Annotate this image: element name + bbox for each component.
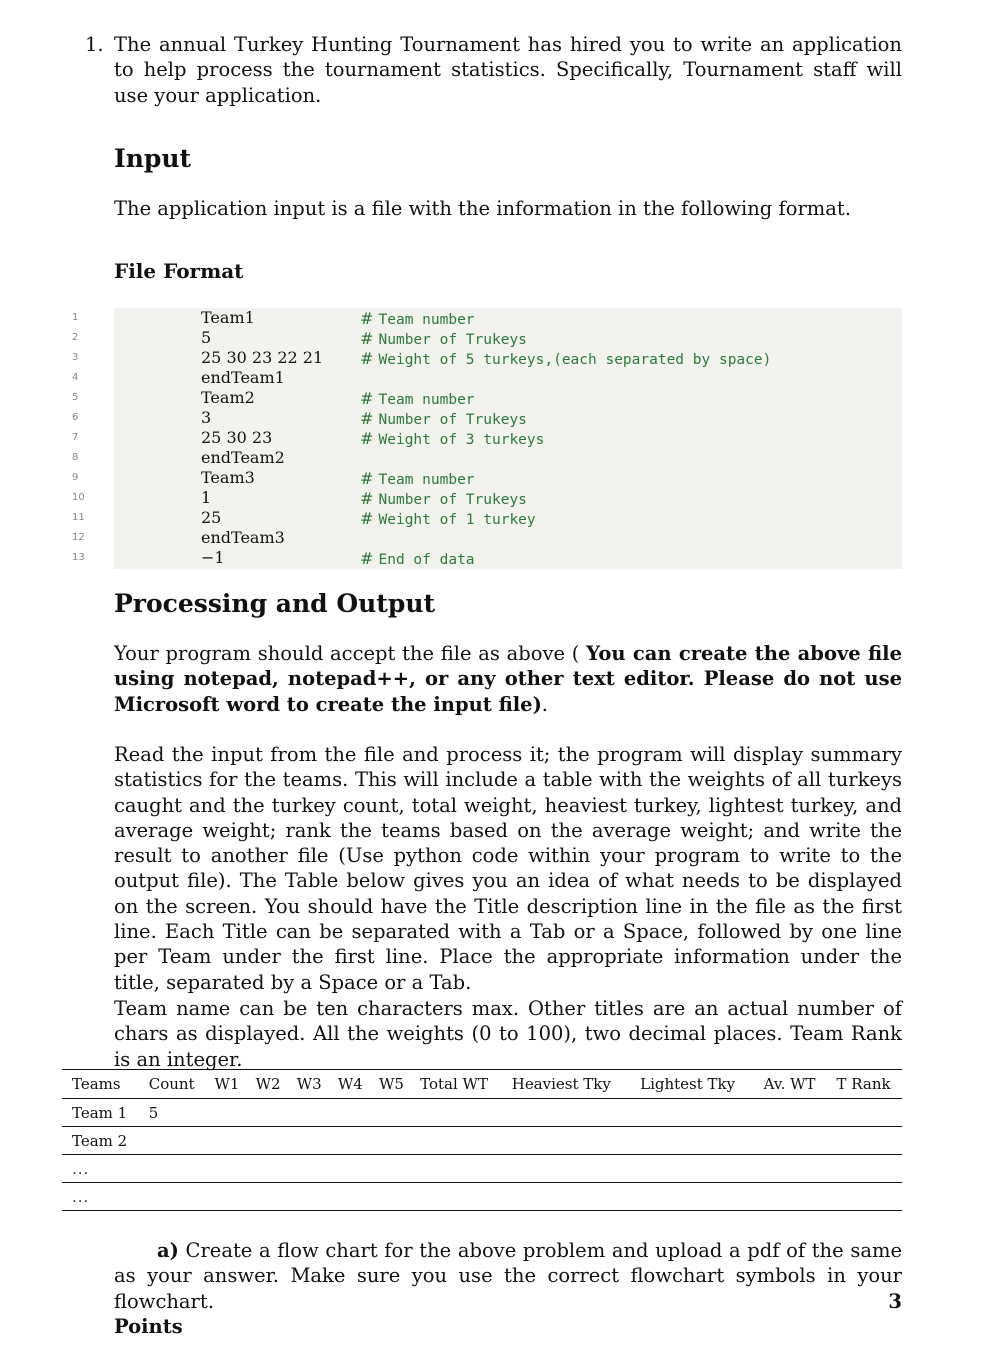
code-line-number: 1 [72,312,79,323]
table-cell [410,1127,502,1155]
question-a [114,1238,902,1339]
table-cell: 5 [148,1103,159,1122]
comment-hash: # [360,549,379,568]
comment-hash: # [360,349,379,368]
table-cell [369,1127,410,1155]
table-header-cell: Lightest Tky [640,1075,736,1093]
code-comment [360,349,771,368]
comment-text: Team number [378,392,475,408]
comment-text: Number of Trukeys [378,412,527,428]
table-cell [328,1183,369,1211]
comment-hash: # [360,389,379,408]
comment-hash: # [360,409,379,428]
code-line-number: 4 [72,372,79,383]
question-a-points-number: 3 [888,1289,902,1313]
table-body [62,1099,902,1211]
code-comment [360,429,544,448]
p1-end: . [541,692,548,716]
table-header-cell: Heaviest Tky [511,1075,611,1093]
comment-text: Weight of 5 turkeys,(each separated by space) [378,352,772,368]
table-cell [754,1183,827,1211]
code-line-value: 25 30 23 22 21 [201,348,324,367]
code-line-number: 8 [72,452,79,463]
code-line-value: endTeam1 [201,368,285,387]
code-line-number: 12 [72,532,85,543]
code-line-number: 5 [72,392,79,403]
code-line-number: 10 [72,492,85,503]
table-cell [139,1155,205,1183]
comment-hash: # [360,329,379,348]
question-a-text: Create a flow chart for the above problem and upload a pdf of the same as your answer. Make sure you use the correct flowchart symbols in your flowchart. [114,1239,902,1313]
table-header-cell: W3 [296,1075,322,1093]
table-cell [328,1099,369,1127]
table-cell: Team 1 [72,1103,128,1122]
table-cell [502,1155,630,1183]
table-cell [369,1099,410,1127]
table-cell [287,1183,328,1211]
code-comment [360,329,527,348]
table-cell [246,1099,287,1127]
table-header-cell: Total WT [420,1075,488,1093]
code-line-number: 6 [72,412,79,423]
code-comment [360,489,527,508]
table-header-cell: W5 [379,1075,404,1093]
code-comment [360,549,475,568]
table-row [62,1183,902,1211]
code-line-value: 25 30 23 [201,428,273,447]
code-line-value: 5 [201,328,212,347]
code-line-value: 1 [201,488,212,507]
processing-paragraph-2: Read the input from the file and process it; the program will display summary statistics for the teams. This will include a table with the weights of all turkeys caught and the turkey count, total weight, heaviest turkey, lightest turkey, and average weight; rank the teams based on the average weight; and write the result to another file (Use python code within your program to write to the output file). The Table below gives you an idea of what needs to be displayed on the screen. You should have the Title description line in the file as the first line. Each Title can be separated with a Tab or a Space, followed by one line per Team under the first line. Place the appropriate information under the title, separated by a Space or a Tab. [114,743,902,994]
table-cell [502,1183,630,1211]
table-cell [328,1155,369,1183]
table-header-cell: Teams [72,1075,121,1093]
input-heading: Input [114,144,192,173]
comment-hash: # [360,489,379,508]
code-line-value: −1 [201,548,225,567]
table-cell [139,1127,205,1155]
file-format-heading: File Format [114,259,244,283]
table-cell [502,1127,630,1155]
table-cell [204,1127,245,1155]
table-cell [287,1127,328,1155]
comment-text: End of data [378,552,475,568]
p1-bold: You can create the above file using notepad, notepad++, or any other text editor. Please do not use Microsoft word to create the input file) [114,642,902,716]
table-row [62,1127,902,1155]
table-cell [369,1183,410,1211]
table-header-cell: W1 [214,1075,240,1093]
question-a-points-label: Points [114,1314,183,1338]
table-cell [204,1099,245,1127]
table-cell [139,1183,205,1211]
table-cell: Team 2 [72,1131,128,1150]
comment-hash: # [360,469,379,488]
comment-text: Weight of 3 turkeys [378,432,545,448]
code-line-number: 9 [72,472,79,483]
code-line-number: 13 [72,552,85,563]
table-cell [204,1183,245,1211]
table-cell [826,1183,902,1211]
comment-hash: # [360,509,379,528]
table-row [62,1099,902,1127]
table-cell [754,1127,827,1155]
code-line-value: 3 [201,408,212,427]
processing-paragraph-1 [114,641,902,717]
comment-text: Number of Trukeys [378,332,527,348]
table-cell [410,1155,502,1183]
table-cell [826,1155,902,1183]
table-cell [754,1155,827,1183]
table-cell [630,1183,754,1211]
table-cell [502,1099,630,1127]
code-comment [360,309,475,328]
comment-text: Team number [378,312,475,328]
table-header-cell: W4 [337,1075,363,1093]
code-line-value: Team1 [201,308,255,327]
table-cell [754,1099,827,1127]
intro-paragraph: The annual Turkey Hunting Tournament has hired you to write an application to help process the tournament statistics. Specifically, Tournament staff will use your application. [114,33,902,107]
code-comment [360,389,475,408]
code-line-number: 3 [72,352,79,363]
table-cell [826,1127,902,1155]
table-cell [246,1127,287,1155]
table-header-cell: W2 [255,1075,281,1093]
table-cell [826,1099,902,1127]
code-comment [360,469,475,488]
summary-table [62,1069,902,1211]
code-line-value: endTeam3 [201,528,285,547]
comment-hash: # [360,309,379,328]
table-cell [287,1099,328,1127]
question-a-label: a) [157,1239,179,1262]
table-cell [204,1155,245,1183]
code-line-value: Team2 [201,388,255,407]
table-cell [369,1155,410,1183]
table-header-cell: Av. WT [763,1075,816,1093]
processing-paragraph-3: Team name can be ten characters max. Other titles are an actual number of chars as displayed. All the weights (0 to 100), two decimal places. Team Rank is an integer. [114,997,902,1071]
table-header-cell: T Rank [836,1075,891,1093]
table-cell: ... [72,1159,90,1178]
comment-text: Weight of 1 turkey [378,512,536,528]
table-cell [287,1155,328,1183]
table-cell [410,1099,502,1127]
code-line-number: 11 [72,512,85,523]
code-line-value: Team3 [201,468,255,487]
comment-hash: # [360,429,379,448]
table-row [62,1155,902,1183]
table-cell [328,1127,369,1155]
code-comment [360,409,527,428]
code-line-value: endTeam2 [201,448,285,467]
comment-text: Team number [378,472,475,488]
table-header-cell: Count [148,1075,195,1093]
input-description: The application input is a file with the information in the following format. [114,197,851,220]
table-cell [246,1155,287,1183]
code-line-value: 25 [201,508,222,527]
table-cell [246,1183,287,1211]
item-number: 1. [85,33,104,56]
code-line-number: 2 [72,332,79,343]
table-cell [410,1183,502,1211]
processing-heading: Processing and Output [114,589,436,618]
code-line-number: 7 [72,432,79,443]
table-header-row [62,1070,902,1099]
table-cell [630,1155,754,1183]
code-comment [360,509,536,528]
table-cell: ... [72,1187,90,1206]
table-cell [630,1099,754,1127]
comment-text: Number of Trukeys [378,492,527,508]
table-cell [630,1127,754,1155]
p1-start: Your program should accept the file as above ( [114,642,587,665]
